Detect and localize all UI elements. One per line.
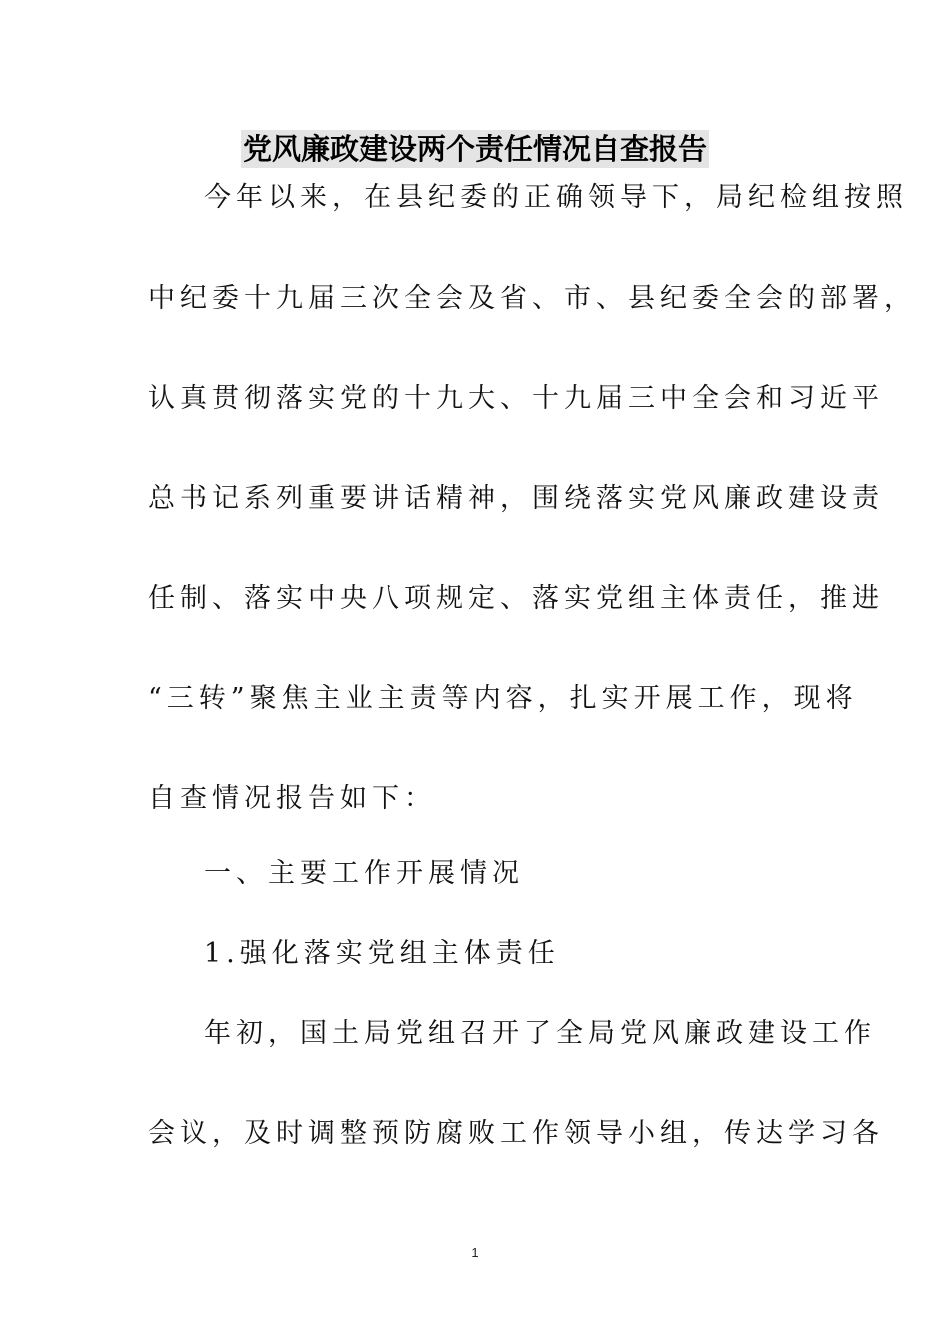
title-container	[0, 130, 950, 168]
paragraph-line: 任制、落实中央八项规定、落实党组主体责任，推进	[148, 583, 884, 614]
paragraph-line: 自查情况报告如下：	[148, 783, 436, 814]
page-number: 1	[471, 1245, 479, 1260]
subsection-heading: 1.强化落实党组主体责任	[204, 938, 560, 969]
paragraph-line: “三转”聚焦主业主责等内容，扎实开展工作，现将	[148, 683, 858, 714]
paragraph-line: 会议，及时调整预防腐败工作领导小组，传达学习各	[148, 1118, 884, 1149]
paragraph-line: 今年以来，在县纪委的正确领导下，局纪检组按照	[204, 182, 908, 213]
paragraph-line: 总书记系列重要讲话精神，围绕落实党风廉政建设责	[148, 483, 884, 514]
section-heading: 一、主要工作开展情况	[204, 858, 524, 889]
paragraph-line: 年初，国土局党组召开了全局党风廉政建设工作	[204, 1018, 876, 1049]
paragraph-line: 中纪委十九届三次全会及省、市、县纪委全会的部署，	[148, 283, 916, 314]
paragraph-line: 认真贯彻落实党的十九大、十九届三中全会和习近平	[148, 383, 884, 414]
document-title: 党风廉政建设两个责任情况自查报告	[242, 132, 707, 166]
